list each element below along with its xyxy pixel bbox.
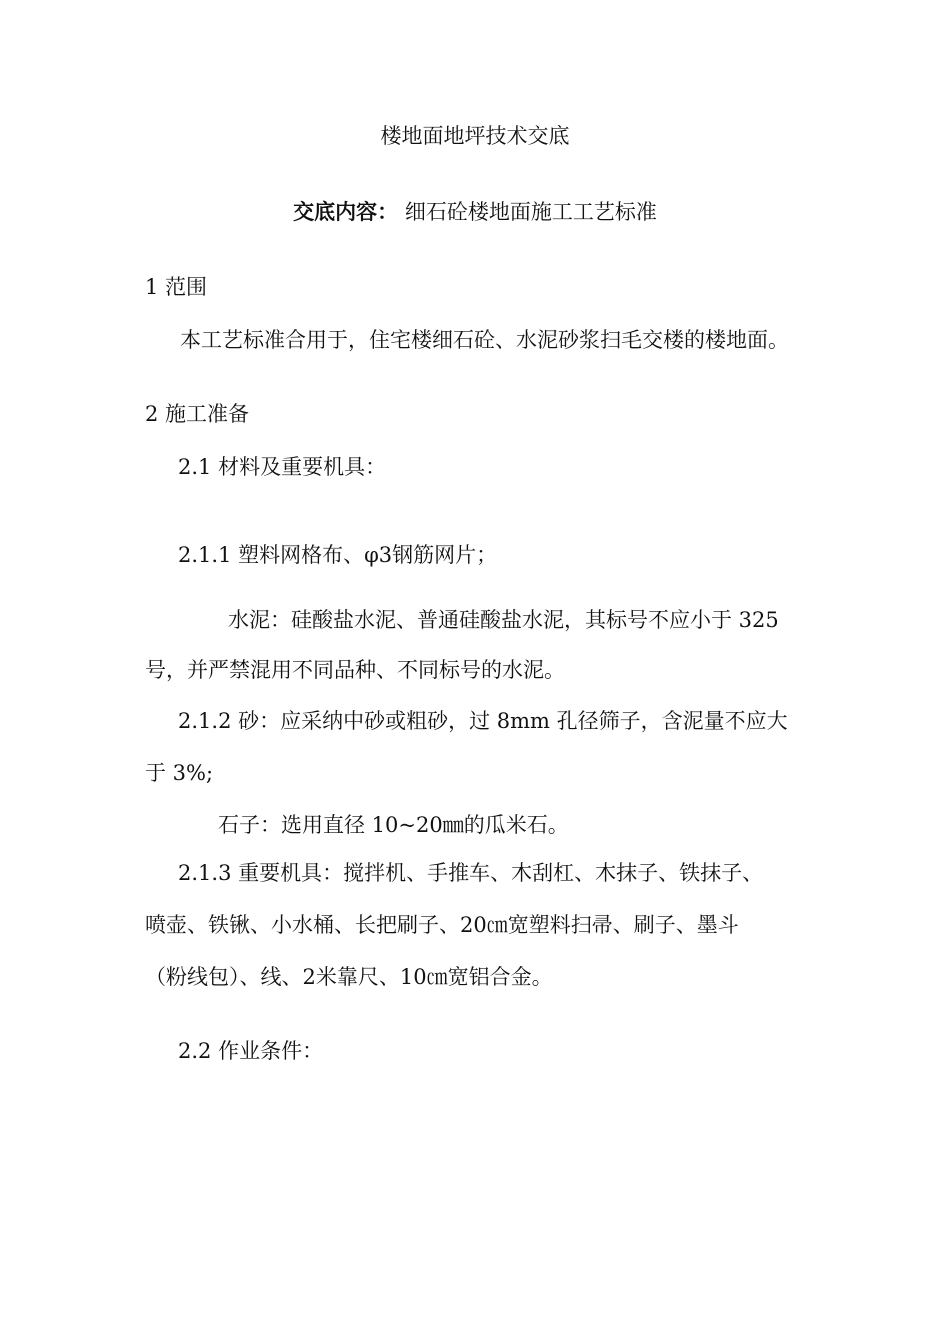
section-2-1-2-line-1: 2.1.2 砂：应采纳中砂或粗砂，过 8mm 孔径筛子，含泥量不应大 bbox=[178, 709, 788, 733]
subtitle-text: 细石砼楼地面施工工艺标准 bbox=[398, 200, 657, 224]
section-2-1-2-line-2: 于 3%; bbox=[145, 761, 214, 785]
stone-line: 石子：选用直径 10~20㎜的瓜米石。 bbox=[218, 813, 569, 837]
section-2-1-heading: 2.1 材料及重要机具： bbox=[178, 455, 387, 479]
section-2-2-heading: 2.2 作业条件： bbox=[178, 1039, 324, 1063]
cement-line-2: 号，并严禁混用不同品种、不同标号的水泥。 bbox=[145, 658, 565, 682]
document-title: 楼地面地坪技术交底 bbox=[380, 124, 570, 148]
section-2-1-3-line-1: 2.1.3 重要机具：搅拌机、手推车、木刮杠、木抹子、铁抹子、 bbox=[178, 861, 764, 885]
section-2-1-3-line-3: （粉线包）、线、2米靠尺、10㎝宽铝合金。 bbox=[145, 965, 553, 989]
section-1-body: 本工艺标准合用于，住宅楼细石砼、水泥砂浆扫毛交楼的楼地面。 bbox=[180, 328, 789, 352]
section-2-1-3-line-2: 喷壶、铁锹、小水桶、长把刷子、20㎝宽塑料扫帚、刷子、墨斗 bbox=[145, 913, 739, 937]
subtitle-label: 交底内容： bbox=[293, 200, 399, 224]
document-subtitle bbox=[0, 198, 950, 226]
section-2-heading: 2 施工准备 bbox=[145, 402, 250, 426]
section-2-1-1: 2.1.1 塑料网格布、φ3钢筋网片； bbox=[178, 543, 498, 567]
cement-line-1: 水泥：硅酸盐水泥、普通硅酸盐水泥，其标号不应小于 325 bbox=[228, 608, 779, 632]
section-1-heading: 1 范围 bbox=[145, 275, 208, 299]
